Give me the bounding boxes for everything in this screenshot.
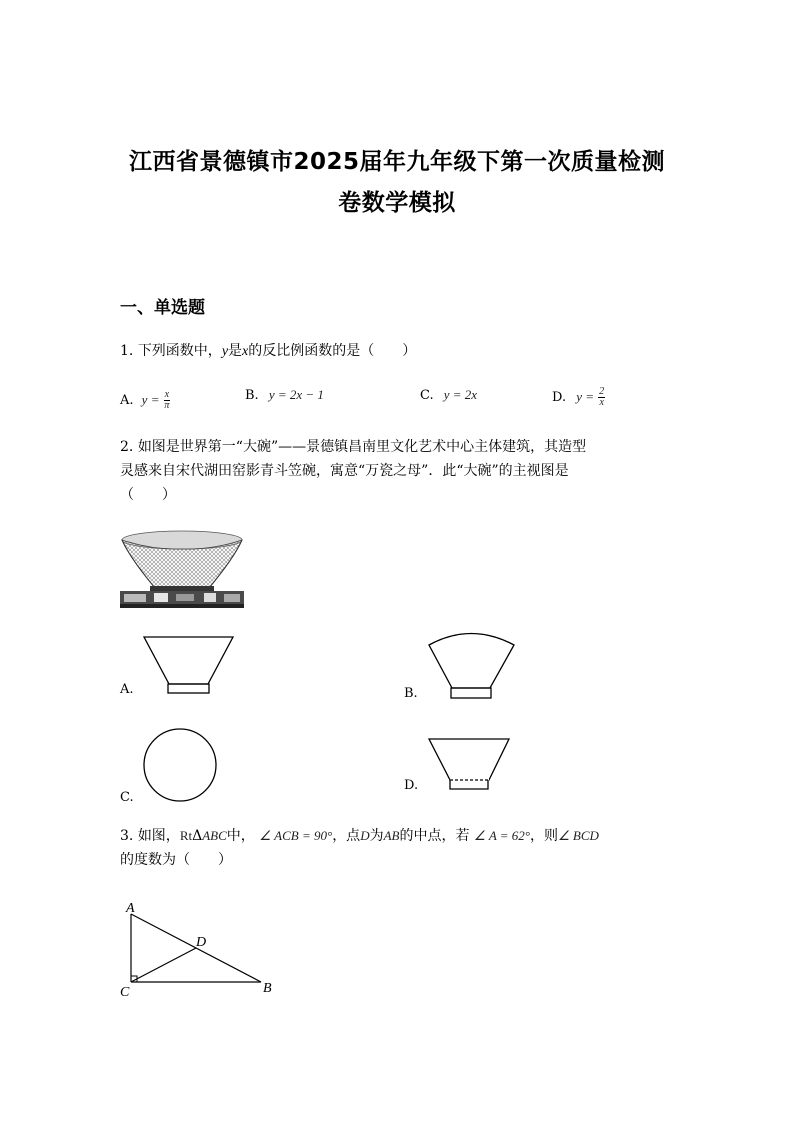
q2-option-b-label: B. <box>404 686 418 701</box>
question-3-line-1 <box>120 825 599 847</box>
fraction-numerator: 2 <box>599 386 605 397</box>
question-text: 如图是世界第一“大碗”——景德镇昌南里文化艺术中心主体建筑，其造型 <box>137 439 587 455</box>
question-text: 下列函数中， <box>137 343 222 359</box>
q1-option-b <box>245 387 324 403</box>
point-label-d: D <box>196 935 207 950</box>
document-title-line-2: 卷数学模拟 <box>338 190 456 216</box>
option-a-trapezoid-view <box>143 636 235 696</box>
question-number: 3. <box>120 828 134 844</box>
point-label-b: B <box>263 981 272 996</box>
rt-label: Rt <box>179 828 193 843</box>
option-expression: y = 2x − 1 <box>268 387 324 402</box>
big-bowl-building-photo <box>120 528 244 608</box>
question-text: 的中点，若 <box>399 828 470 844</box>
fraction-numerator: x <box>164 389 170 400</box>
question-text: 是 <box>228 343 243 359</box>
question-number: 2. <box>120 439 134 455</box>
question-3-line-2: 的度数为（ ） <box>120 852 232 868</box>
question-text: 为 <box>369 828 384 844</box>
fraction-denominator: π <box>164 400 170 411</box>
q1-option-d <box>552 387 605 408</box>
angle-bcd: ∠ BCD <box>558 828 599 843</box>
question-text: 中， <box>226 828 255 844</box>
document-title-line-1: 江西省景德镇市2025届年九年级下第一次质量检测 <box>128 149 665 175</box>
option-expression: y = 2x <box>443 387 478 402</box>
question-2-line-1 <box>120 436 586 458</box>
fraction <box>598 387 605 408</box>
right-triangle-figure <box>118 896 288 1000</box>
option-expression: y = <box>141 392 160 407</box>
angle-a: ∠ A = 62° <box>473 828 531 843</box>
question-text: 的反比例函数的是（ ） <box>248 343 417 359</box>
question-2-line-3: （ ） <box>120 487 176 503</box>
fraction <box>164 390 170 411</box>
question-text: 如图， <box>137 828 180 844</box>
option-d-dashed-base-view <box>428 738 512 794</box>
triangle-symbol: Δ <box>192 828 203 844</box>
option-label: A. <box>120 393 134 408</box>
q1-option-a <box>120 390 170 411</box>
question-text: ，则 <box>530 828 559 844</box>
option-c-circle-view <box>143 728 219 804</box>
fraction-denominator: x <box>599 397 604 408</box>
variable-y: y <box>221 344 229 359</box>
option-label: D. <box>552 390 567 405</box>
point-label-c: C <box>120 985 130 1000</box>
option-label: C. <box>420 388 434 403</box>
option-expression: y = <box>576 389 595 404</box>
option-label: B. <box>245 388 259 403</box>
q2-option-c-label: C. <box>120 790 134 805</box>
angle-acb: ∠ ACB = 90° <box>259 828 333 843</box>
segment-ab: AB <box>383 828 400 843</box>
q1-option-c <box>420 387 477 403</box>
q2-option-d-label: D. <box>404 778 419 793</box>
point-d: D <box>360 828 370 843</box>
point-label-a: A <box>126 901 135 916</box>
question-1 <box>120 340 416 363</box>
question-text: ，点 <box>332 828 361 844</box>
q2-option-a-label: A. <box>120 682 134 697</box>
question-number: 1. <box>120 343 134 359</box>
section-heading: 一、单选题 <box>120 298 205 318</box>
option-b-arched-view <box>428 628 516 702</box>
triangle-name: ABC <box>202 828 227 843</box>
question-2-line-2: 灵感来自宋代湖田窑影青斗笠碗，寓意“万瓷之母”．此“大碗”的主视图是 <box>120 463 569 479</box>
variable-x: x <box>242 344 249 359</box>
